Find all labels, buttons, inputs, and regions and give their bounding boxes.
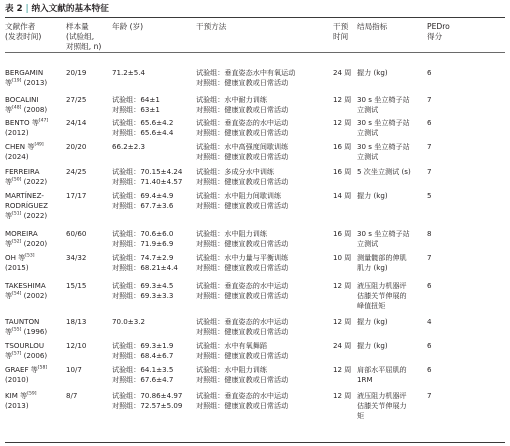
age-cell: 试验组：65.6±4.2 对照组：65.6±4.4 — [112, 118, 174, 137]
time-cell: 12 周 — [333, 317, 352, 326]
intervention-cell: 试验组：水中阻力间歇训练 对照组：健康宣教或日常活动 — [196, 191, 289, 210]
intervention-cell: 试验组：垂直姿态的水中运动 对照组：健康宣教或日常活动 — [196, 281, 289, 300]
reference-number: [47] — [38, 118, 49, 124]
intervention-cell: 试验组：垂直姿态的水中运动 对照组：健康宣教或日常活动 — [196, 317, 289, 336]
sample-size-cell: 15/15 — [66, 281, 87, 290]
reference-number: [57] — [12, 351, 22, 357]
author-cell: BENTO 等[47] (2012) — [5, 118, 49, 137]
sample-size-cell: 18/13 — [66, 317, 87, 326]
outcome-cell: 握力 (kg) — [357, 341, 388, 350]
author-cell: KIM 等[59] (2013) — [5, 391, 37, 410]
reference-number: [52] — [12, 239, 22, 245]
outcome-cell: 30 s 坐立椅子站 立测试 — [357, 142, 410, 161]
pedro-score-cell: 6 — [427, 365, 432, 374]
intervention-cell: 试验组：水中耐力训练 对照组：健康宣教或日常活动 — [196, 95, 289, 114]
intervention-cell: 试验组：水中阻力训练 对照组：健康宣教或日常活动 — [196, 229, 289, 248]
pedro-score-cell: 7 — [427, 391, 432, 400]
intervention-cell: 试验组：水中高强度间歇训练 对照组：健康宣教或日常活动 — [196, 142, 289, 161]
time-cell: 14 周 — [333, 191, 352, 200]
pedro-score-cell: 6 — [427, 281, 432, 290]
pedro-score-cell: 5 — [427, 191, 432, 200]
time-cell: 12 周 — [333, 118, 352, 127]
author-cell: CHEN 等[49] (2024) — [5, 142, 44, 161]
outcome-cell: 握力 (kg) — [357, 68, 388, 77]
outcome-cell: 5 次坐立测试 (s) — [357, 167, 411, 176]
age-cell: 试验组：70.6±6.0 对照组：71.9±6.9 — [112, 229, 174, 248]
table-bottom-rule — [5, 442, 505, 443]
caption-text: 纳入文献的基本特征 — [31, 4, 109, 14]
sample-size-cell: 20/19 — [66, 68, 87, 77]
intervention-cell: 试验组：水中有氧舞蹈 对照组：健康宣教或日常活动 — [196, 341, 289, 360]
reference-number: [51] — [12, 211, 22, 217]
age-cell: 试验组：69.3±4.5 对照组：69.3±3.3 — [112, 281, 174, 300]
reference-number: [48] — [12, 105, 22, 111]
author-cell: GRAEF 等[58] (2010) — [5, 365, 48, 384]
caption-separator: | — [25, 4, 29, 14]
pedro-score-cell: 6 — [427, 341, 432, 350]
reference-number: [49] — [34, 142, 44, 148]
header-sample-size: 样本量 (试验组, 对照组, n) — [66, 22, 102, 51]
sample-size-cell: 12/10 — [66, 341, 87, 350]
age-cell: 试验组：70.86±4.97 对照组：72.57±5.09 — [112, 391, 183, 410]
age-cell: 试验组：69.4±4.9 对照组：67.7±3.6 — [112, 191, 174, 210]
author-cell: MOREIRA 等[52] (2020) — [5, 229, 48, 248]
sample-size-cell: 34/32 — [66, 253, 87, 262]
outcome-cell: 测量髋部的伸肌 肌力 (kg) — [357, 253, 407, 272]
intervention-cell: 试验组：水中力量与平衡训练 对照组：健康宣教或日常活动 — [196, 253, 289, 272]
pedro-score-cell: 7 — [427, 95, 432, 104]
outcome-cell: 液压阻力机器评 估膝关节伸展力 矩 — [357, 391, 407, 420]
reference-number: [55] — [12, 327, 22, 333]
author-cell: BOCALINI 等[48] (2008) — [5, 95, 48, 114]
intervention-cell: 试验组：垂直姿态的水中运动 对照组：健康宣教或日常活动 — [196, 118, 289, 137]
table-top-rule — [5, 17, 505, 18]
sample-size-cell: 17/17 — [66, 191, 87, 200]
outcome-cell: 握力 (kg) — [357, 191, 388, 200]
caption-label: 表 2 — [5, 4, 23, 14]
outcome-cell: 肩部水平屈肌的 1RM — [357, 365, 407, 384]
time-cell: 10 周 — [333, 253, 352, 262]
reference-number: [50] — [12, 177, 22, 183]
time-cell: 24 周 — [333, 341, 352, 350]
pedro-score-cell: 7 — [427, 167, 432, 176]
sample-size-cell: 8/7 — [66, 391, 78, 400]
header-intervention: 干预方法 — [196, 22, 227, 31]
time-cell: 16 周 — [333, 167, 352, 176]
outcome-cell: 液压阻力机器评 估膝关节伸展的 峰值扭矩 — [357, 281, 407, 310]
time-cell: 16 周 — [333, 229, 352, 238]
reference-number: [53] — [25, 253, 35, 259]
pedro-score-cell: 8 — [427, 229, 432, 238]
author-cell: OH 等[53] (2015) — [5, 253, 35, 272]
header-age: 年龄 (岁) — [112, 22, 144, 31]
age-cell: 试验组：70.15±4.24 对照组：71.40±4.57 — [112, 167, 183, 186]
pedro-score-cell: 7 — [427, 142, 432, 151]
reference-number: [59] — [27, 391, 37, 397]
intervention-cell: 试验组：垂直姿态的水中运动 对照组：健康宣教或日常活动 — [196, 391, 289, 410]
reference-number: [54] — [12, 291, 22, 297]
time-cell: 12 周 — [333, 365, 352, 374]
author-cell: TSOURLOU 等[57] (2006) — [5, 341, 48, 360]
reference-number: [58] — [37, 365, 48, 371]
intervention-cell: 试验组：垂直姿态水中有氧运动 对照组：健康宣教或日常活动 — [196, 68, 296, 87]
age-cell: 70.0±3.2 — [112, 317, 146, 326]
sample-size-cell: 20/20 — [66, 142, 87, 151]
header-pedro-score: PEDro 得分 — [427, 22, 450, 41]
header-time: 干预 时间 — [333, 22, 349, 41]
header-author: 文献作者 (发表时间) — [5, 22, 42, 41]
intervention-cell: 试验组：多成分水中训练 对照组：健康宣教或日常活动 — [196, 167, 289, 186]
table-caption — [5, 2, 109, 16]
age-cell: 试验组：69.3±1.9 对照组：68.4±6.7 — [112, 341, 174, 360]
sample-size-cell: 27/25 — [66, 95, 87, 104]
time-cell: 12 周 — [333, 95, 352, 104]
time-cell: 12 周 — [333, 391, 352, 400]
time-cell: 16 周 — [333, 142, 352, 151]
sample-size-cell: 10/7 — [66, 365, 82, 374]
outcome-cell: 30 s 坐立椅子站 立测试 — [357, 95, 410, 114]
age-cell: 66.2±2.3 — [112, 142, 146, 151]
time-cell: 12 周 — [333, 281, 352, 290]
sample-size-cell: 24/25 — [66, 167, 87, 176]
sample-size-cell: 24/14 — [66, 118, 87, 127]
time-cell: 24 周 — [333, 68, 352, 77]
pedro-score-cell: 6 — [427, 68, 432, 77]
intervention-cell: 试验组：水中阻力训练 对照组：健康宣教或日常活动 — [196, 365, 289, 384]
author-cell: TAKESHIMA 等[54] (2002) — [5, 281, 48, 300]
age-cell: 试验组：64±1 对照组：63±1 — [112, 95, 160, 114]
outcome-cell: 30 s 坐立椅子站 立测试 — [357, 229, 410, 248]
author-cell: MARTÍNEZ- RODRÍGUEZ 等[51] (2022) — [5, 191, 49, 220]
table-header-rule — [5, 52, 505, 53]
age-cell: 试验组：74.7±2.9 对照组：68.21±4.4 — [112, 253, 178, 272]
pedro-score-cell: 7 — [427, 253, 432, 262]
reference-number: [19] — [12, 78, 22, 84]
author-cell: FERREIRA 等[50] (2022) — [5, 167, 48, 186]
age-cell: 71.2±5.4 — [112, 68, 146, 77]
pedro-score-cell: 4 — [427, 317, 432, 326]
outcome-cell: 握力 (kg) — [357, 317, 388, 326]
author-cell: BERGAMIN 等[19] (2013) — [5, 68, 48, 87]
age-cell: 试验组：64.1±3.5 对照组：67.6±4.7 — [112, 365, 174, 384]
sample-size-cell: 60/60 — [66, 229, 87, 238]
author-cell: TAUNTON 等[55] (1996) — [5, 317, 48, 336]
header-outcome: 结局指标 — [357, 22, 388, 31]
pedro-score-cell: 6 — [427, 118, 432, 127]
outcome-cell: 30 s 坐立椅子站 立测试 — [357, 118, 410, 137]
